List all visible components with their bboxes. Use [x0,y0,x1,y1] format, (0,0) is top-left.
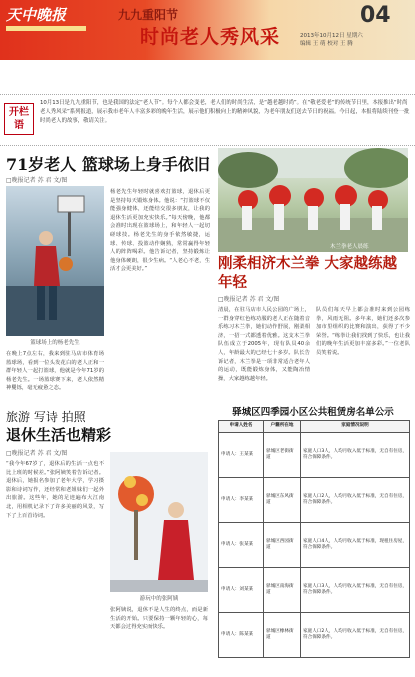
table-header: 户籍所在地 [264,421,301,433]
article2-title: 刚柔相济木兰拳 大家越练越年轻 [218,255,398,291]
notice-table [218,420,410,658]
intro-label: 开栏语 [4,103,34,135]
article3-title: 退休生活也精彩 [6,426,112,444]
issue-date: 2013年10月12日 星期六 [300,33,363,39]
article3-column1: “我今年67岁了，退休后的生活一点也不比上班的时候差。”张阿姨笑着告诉记者。退休后，她报名参加了老年大学，学习摄影和诗词写作，还经常和老姐妹们一起外出旅游。这些年，她的足迹遍布大江南北，用相机记录下了许多美丽的风景，写下了上百首诗词。 [6,461,104,519]
table-cell: 家庭人口4人，人均月收入低于标准，现租住房屋，符合保障条件。 [301,523,410,568]
logo-underline [6,26,86,31]
table-header: 家庭情况说明 [301,421,410,433]
table-cell: 家庭人口2人，人均月收入低于标准，无自有住房，符合保障条件。 [301,478,410,523]
table-cell: 申请人：王某某 [219,433,264,478]
article3-column2: 张阿姨说，退休不是人生的终点，而是新生活的开始。只要保持一颗年轻的心，每天都会过得充实而快乐。 [110,607,208,631]
article2-byline: □晚报记者 苏 君 文/图 [218,296,280,303]
travel-illustration [110,452,208,592]
article1-column1: 在晚上7点左右，我来到驻马店市体育场篮球场，看到一位头发花白的老人正和一群年轻人一起打篮球，他就是今年71岁的杨老先生。一场篮球赛下来，老人依然精神矍铄，毫无疲惫之态。 [6,351,104,392]
article2-column2: 队员们每天早上都会准时来到公园练拳，风雨无阻。多年来，她们还多次参加市里组织的比赛和演出，获得了不少荣誉。“练拳让我们找到了快乐，也让我们的晚年生活更加丰富多彩。”一位老队员笑着说。 [316,307,410,356]
basketball-illustration [6,186,104,336]
travel-photo-caption: 游玩中的张阿姨 [139,596,179,602]
table-cell: 驿城区老街街道 [264,433,301,478]
article3-kicker: 旅游 写诗 拍照 [6,410,86,424]
table-cell: 申请人：李某某 [219,478,264,523]
section-title: 时尚老人秀风采 [140,26,281,48]
table-row [219,568,410,613]
table-cell: 申请人：张某某 [219,523,264,568]
article1-column2: 杨老先生年轻时就喜欢打篮球，退休后更是坚持每天锻炼身体。他说：“打篮球不仅能强身健体，还能结交很多朋友，让我的退休生活更加充实快乐。”每天傍晚，他都会准时出现在篮球场上，和年轻人一起切磋球技。杨老先生的身手依然敏捷，运球、传球、投篮动作娴熟，常常赢得年轻人的阵阵喝彩。他告诉记者，坚持锻炼让他身体硬朗，很少生病。“人老心不老，生活才会更美好。” [110,189,210,273]
table-cell: 家庭人口3人，人均月收入低于标准，无自有住房，符合保障条件。 [301,568,410,613]
intro-text: 10月13日是九九重阳节，也是我国的法定“老人节”。每个人都会变老，老人们的时尚生活，是“越老越时尚”。在“敬老爱老”的传统节日里，本报推出“时尚老人秀风采”系列报道，展示我市老年人丰富多彩的晚年生活，展示他们积极向上的精神风貌，为老年朋友们送去节日的祝福。今日起，本报将陆续刊登一批时尚老人的故事，敬请关注。 [40,100,410,124]
table-header: 申请人姓名 [219,421,264,433]
table-row [219,613,410,658]
newspaper-logo [6,4,90,24]
table-cell: 申请人：陈某某 [219,613,264,658]
mulan-quan-illustration [218,148,408,252]
mulan-quan-photo [218,148,408,252]
section-subtitle: 九九重阳节 [118,8,179,22]
table-cell: 申请人：刘某某 [219,568,264,613]
article1-byline: □晚报记者 苏 君 文/图 [6,177,68,184]
table-header-row [219,421,410,433]
table-cell: 驿城区东风街道 [264,478,301,523]
table-cell: 家庭人口2人，人均月收入低于标准，无自有住房，符合保障条件。 [301,613,410,658]
table-row [219,478,410,523]
article3-byline: □晚报记者 苏 君 文/图 [6,450,68,457]
notice-table-title: 驿城区四季园小区公共租赁房名单公示 [232,407,394,418]
article1-title: 71岁老人 篮球场上身手依旧 [6,155,210,174]
table-cell: 驿城区南海街道 [264,568,301,613]
table-cell: 驿城区西园街道 [264,523,301,568]
article2-column1: 清晨，在驻马店市人民公园的广场上，一群身穿红色练功服的老人正在随着音乐练习木兰拳，她们动作舒展，刚柔相济，一招一式都透着优雅。这支木兰拳队伍成立于2005年，现有队员40余人，年龄最大的已经七十多岁。队长告诉记者，木兰拳是一项非常适合老年人的运动，既能锻炼身体，又能陶冶情操，大家越练越年轻。 [218,307,310,382]
intro-box [0,94,415,146]
table-cell: 家庭人口3人，人均月收入低于标准，无自有住房，符合保障条件。 [301,433,410,478]
page-number: 04 [360,3,391,28]
logo-text: 天中晚报 [6,6,67,24]
table-cell: 驿城区橡林街道 [264,613,301,658]
table-row [219,433,410,478]
issue-editor: 编辑 王 萌 校对 王 腾 [300,41,353,47]
table-row [219,523,410,568]
basketball-photo [6,186,104,336]
basketball-photo-caption: 篮球场上的杨老先生 [30,340,80,346]
travel-photo [110,452,208,592]
mulan-quan-photo-caption: 木兰拳老人晨练 [330,244,369,250]
issue-meta [300,32,412,48]
